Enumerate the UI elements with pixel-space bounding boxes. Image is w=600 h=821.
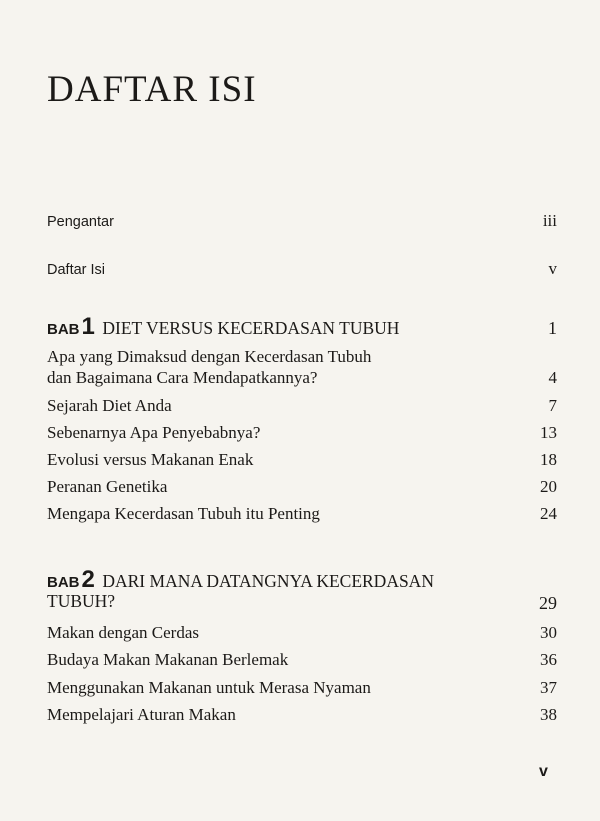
chapter-title-line2: TUBUH?	[47, 591, 116, 611]
toc-entry-page: 7	[548, 396, 557, 415]
toc-entry-page: iii	[542, 211, 557, 230]
toc-entry-label: Sejarah Diet Anda	[47, 396, 172, 415]
toc-entry-page: v	[548, 259, 557, 278]
toc-entry-label: Pengantar	[47, 214, 114, 230]
toc-entry[interactable]	[47, 346, 557, 388]
toc-entry-label-line1: Apa yang Dimaksud dengan Kecerdasan Tubuh	[47, 347, 372, 366]
toc-entry[interactable]	[47, 650, 557, 670]
chapter-label: BAB	[47, 321, 80, 338]
chapter-label: BAB	[47, 574, 80, 591]
toc-entry-page: 24	[540, 504, 557, 523]
toc-entry[interactable]	[47, 450, 557, 470]
toc-entry[interactable]	[47, 477, 557, 497]
toc-entry-label: Evolusi versus Makanan Enak	[47, 450, 254, 469]
chapter-number: 2	[81, 566, 95, 593]
toc-entry[interactable]	[47, 396, 557, 416]
toc-entry-label: Budaya Makan Makanan Berlemak	[47, 650, 289, 669]
chapter-title-line1: DARI MANA DATANGNYA KECERDASAN	[102, 571, 434, 591]
chapter-heading-1[interactable]	[47, 313, 557, 341]
toc-entry-label-line2: dan Bagaimana Cara Mendapatkannya?	[47, 368, 318, 387]
toc-entry-label: Menggunakan Makanan untuk Merasa Nyaman	[47, 678, 371, 697]
toc-entry[interactable]	[47, 705, 557, 725]
toc-entry-page: 36	[540, 650, 557, 669]
toc-entry-page: 13	[540, 423, 557, 442]
toc-entry[interactable]	[47, 623, 557, 643]
toc-entry-page: 20	[540, 477, 557, 496]
chapter-title: DIET VERSUS KECERDASAN TUBUH	[102, 318, 400, 338]
page-title: DAFTAR ISI	[47, 69, 257, 110]
toc-entry[interactable]	[47, 678, 557, 698]
toc-entry-label: Sebenarnya Apa Penyebabnya?	[47, 423, 261, 442]
toc-entry-label: Mengapa Kecerdasan Tubuh itu Penting	[47, 504, 320, 523]
toc-entry-page: 18	[540, 450, 557, 469]
toc-entry-pengantar[interactable]	[47, 211, 557, 231]
toc-entry[interactable]	[47, 423, 557, 443]
chapter-page: 1	[548, 318, 557, 338]
page-number: v	[539, 763, 548, 780]
toc-entry-daftar-isi[interactable]	[47, 259, 557, 279]
toc-entry-page: 4	[548, 368, 557, 387]
toc-entry-page: 37	[540, 678, 557, 697]
toc-entry-label: Mempelajari Aturan Makan	[47, 705, 236, 724]
toc-entry-page: 38	[540, 705, 557, 724]
toc-entry-page: 30	[540, 623, 557, 642]
toc-entry[interactable]	[47, 504, 557, 524]
chapter-heading-2[interactable]	[47, 566, 557, 616]
chapter-page: 29	[539, 593, 557, 613]
toc-entry-label: Makan dengan Cerdas	[47, 623, 200, 642]
toc-entry-label: Peranan Genetika	[47, 477, 168, 496]
chapter-number: 1	[81, 313, 95, 340]
toc-entry-label: Daftar Isi	[47, 262, 106, 278]
